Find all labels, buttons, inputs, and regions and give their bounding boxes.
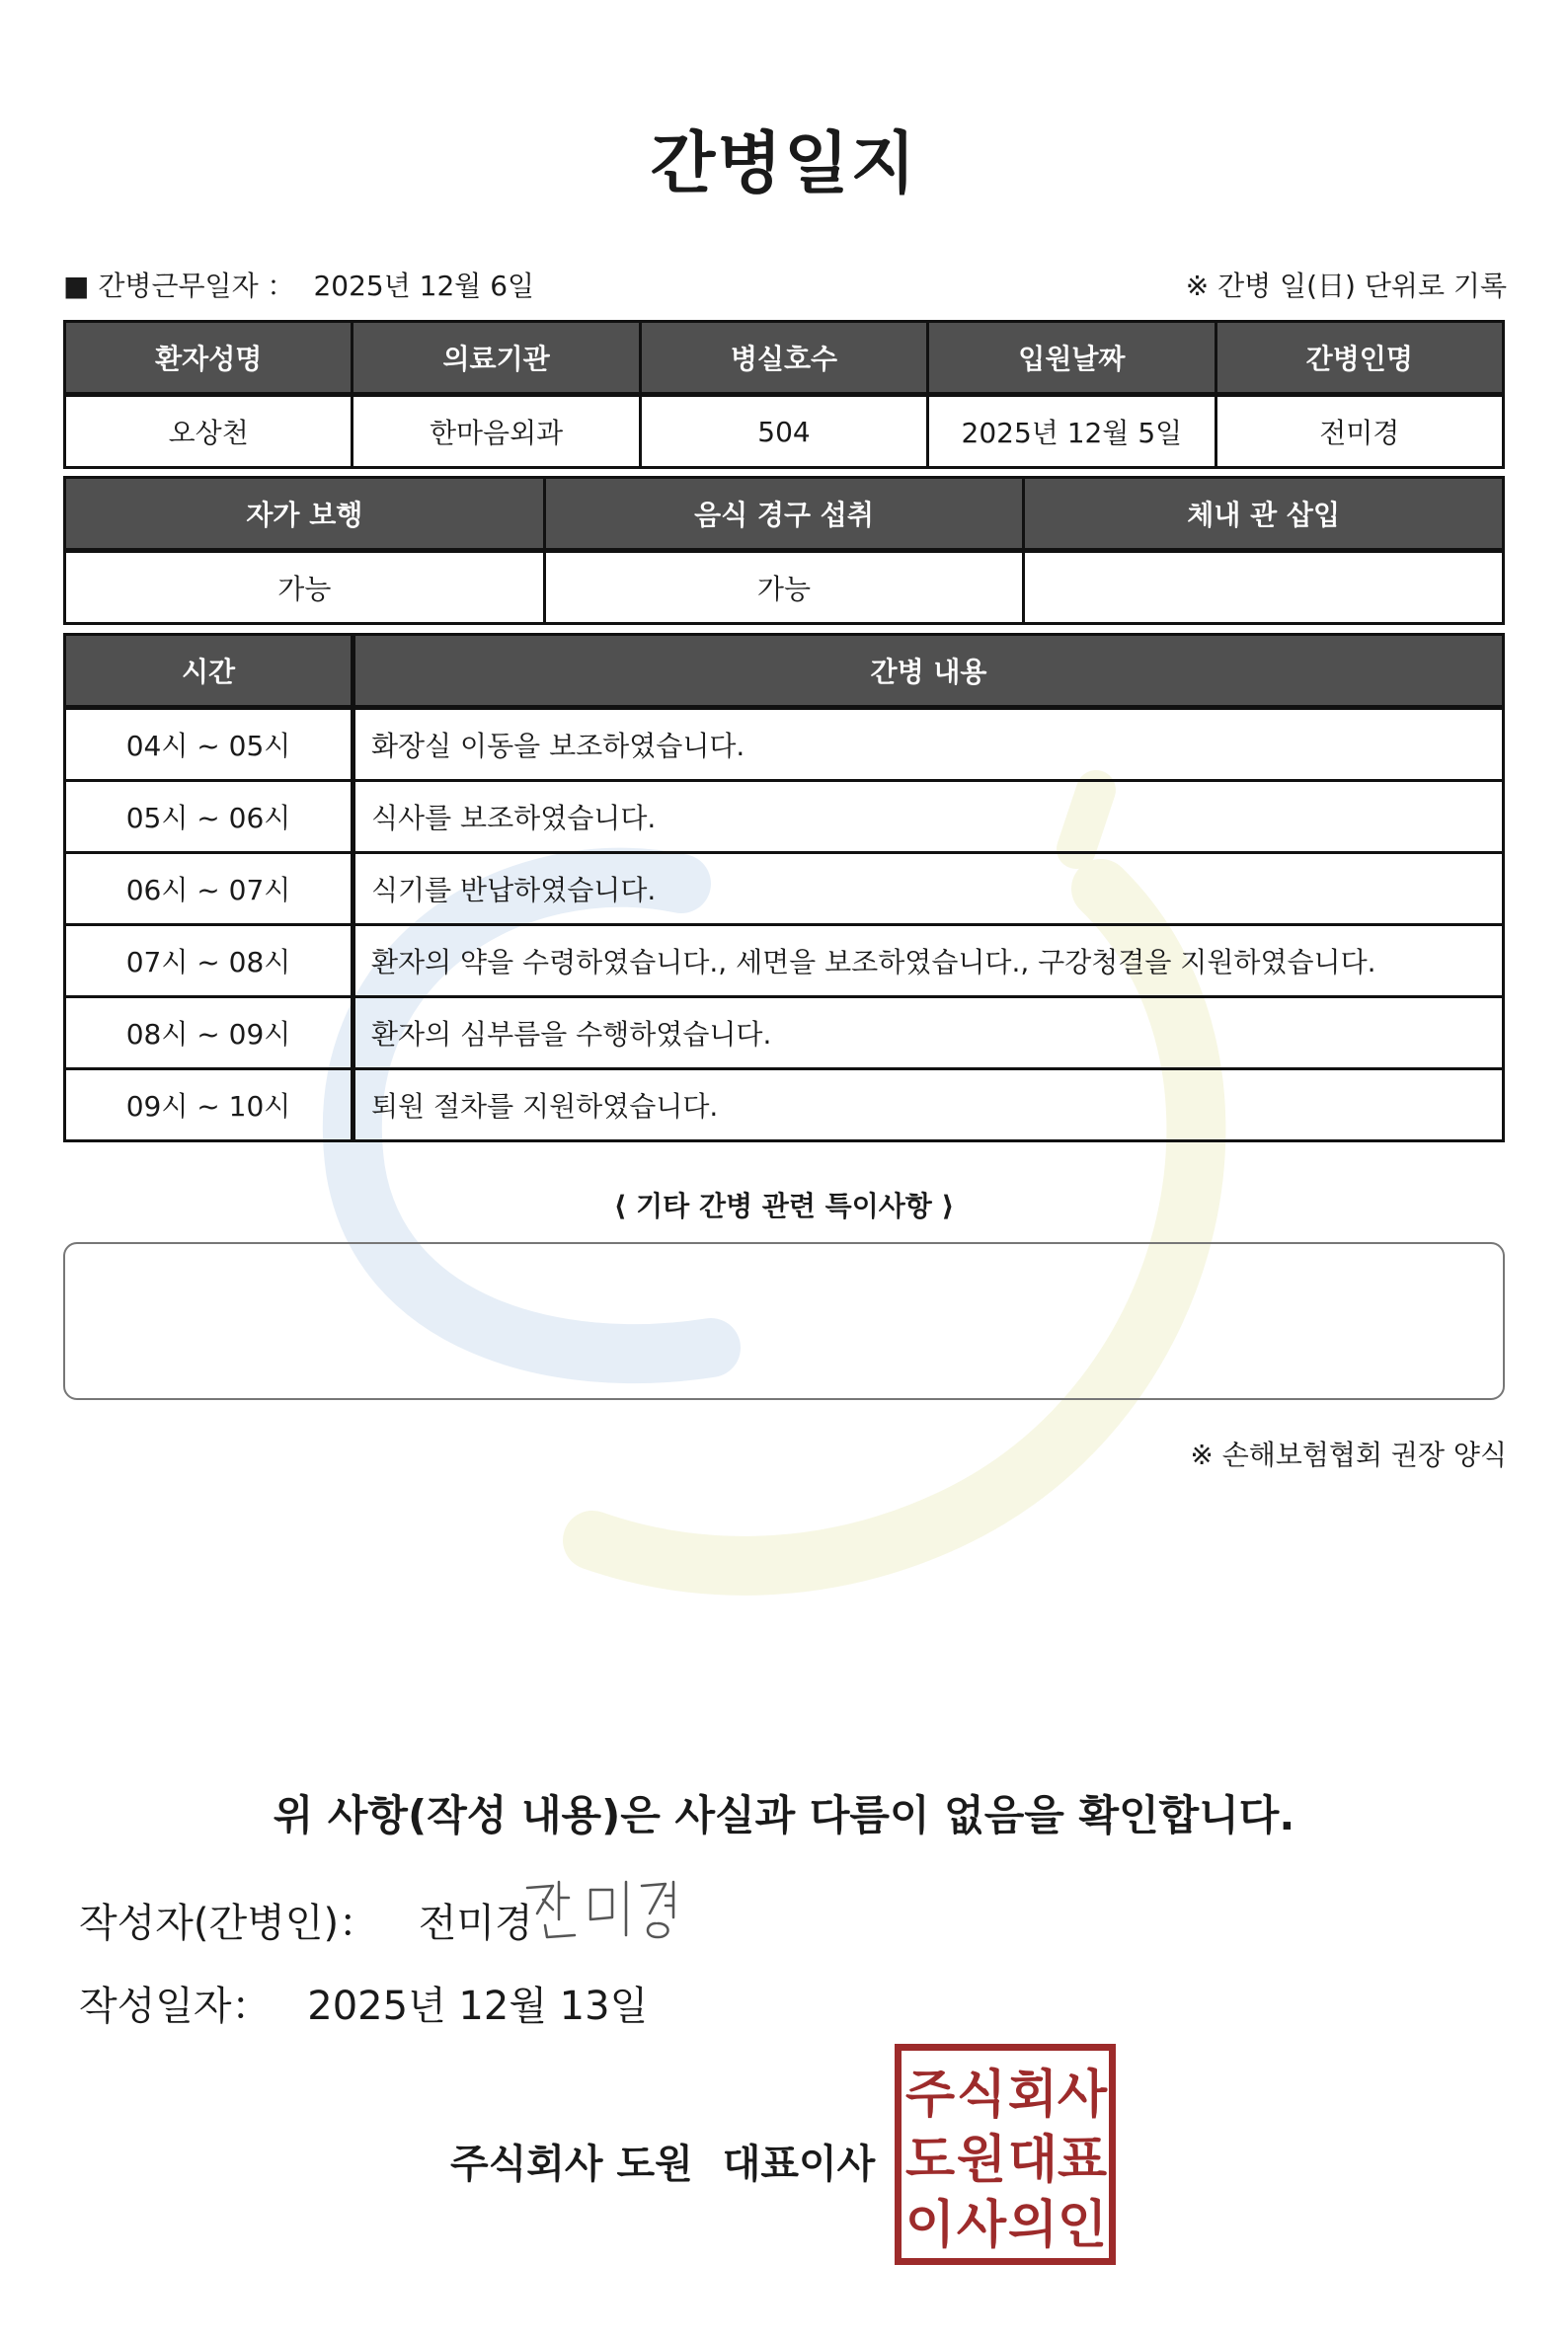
svg-text:사: 사 — [1057, 2066, 1108, 2125]
self-walking-value: 가능 — [65, 551, 545, 624]
header-self-walking: 자가 보행 — [65, 478, 545, 551]
room-number: 504 — [640, 395, 927, 468]
written-date-label: 작성일자： — [79, 1984, 272, 2029]
special-notes-title: ⟨ 기타 간병 관련 특이사항 ⟩ — [613, 1190, 955, 1222]
log-content: 화장실 이동을 보조하였습니다. — [353, 708, 1504, 781]
svg-text:의: 의 — [1007, 2196, 1058, 2255]
record-unit-note: ※ 간병 일(日) 단위로 기록 — [1185, 270, 1507, 302]
log-time: 05시 ~ 06시 — [65, 781, 353, 853]
caregiver-name: 전미경 — [1215, 395, 1503, 468]
log-time: 07시 ~ 08시 — [65, 925, 353, 997]
oral-intake-value: 가능 — [544, 551, 1024, 624]
log-content: 퇴원 절차를 지원하였습니다. — [353, 1069, 1504, 1141]
svg-text:도: 도 — [904, 2131, 956, 2190]
confirmation-statement: 위 사항(작성 내용)은 사실과 다름이 없음을 확인합니다. — [273, 1791, 1295, 1839]
written-date-value: 2025년 12월 13일 — [307, 1984, 649, 2029]
recommended-form-note: ※ 손해보험협회 권장 양식 — [1190, 1439, 1507, 1471]
table-row — [65, 1069, 1504, 1141]
patient-name: 오상천 — [65, 395, 353, 468]
header-time: 시간 — [65, 635, 353, 708]
log-content: 환자의 심부름을 수행하였습니다. — [353, 997, 1504, 1069]
log-time: 09시 ~ 10시 — [65, 1069, 353, 1141]
header-oral-intake: 음식 경구 섭취 — [544, 478, 1024, 551]
table-row — [65, 925, 1504, 997]
header-patient-name: 환자성명 — [65, 322, 353, 395]
written-date-line — [79, 1975, 648, 2031]
care-log-table — [63, 633, 1505, 1142]
company-name: 주식회사 도원 — [450, 2142, 693, 2187]
svg-text:표: 표 — [1057, 2131, 1108, 2190]
table-row — [65, 708, 1504, 781]
work-date-label: ■ 간병근무일자 ： — [63, 270, 295, 302]
header-caregiver: 간병인명 — [1215, 322, 1503, 395]
writer-label: 작성자(간병인)： — [79, 1901, 379, 1946]
svg-text:회: 회 — [1007, 2066, 1058, 2125]
log-time: 04시 ~ 05시 — [65, 708, 353, 781]
company-signature-line — [450, 2133, 875, 2189]
svg-text:사: 사 — [956, 2196, 1007, 2255]
log-content: 환자의 약을 수령하였습니다., 세면을 보조하였습니다., 구강청결을 지원하였습니다. — [353, 925, 1504, 997]
work-date — [63, 265, 534, 304]
page-title: 간병일지 — [650, 125, 918, 203]
log-content: 식기를 반납하였습니다. — [353, 853, 1504, 925]
log-content: 식사를 보조하였습니다. — [353, 781, 1504, 853]
special-notes-box — [63, 1242, 1505, 1400]
svg-text:대: 대 — [1007, 2131, 1058, 2190]
log-time: 08시 ~ 09시 — [65, 997, 353, 1069]
writer-line — [79, 1892, 533, 1948]
table-row — [65, 853, 1504, 925]
header-tube-insertion: 체내 관 삽입 — [1024, 478, 1504, 551]
tube-insertion-value — [1024, 551, 1504, 624]
svg-text:인: 인 — [1057, 2196, 1108, 2255]
work-date-value: 2025년 12월 6일 — [313, 270, 535, 302]
header-hospital: 의료기관 — [353, 322, 640, 395]
company-seal — [895, 2044, 1116, 2265]
patient-status-table — [63, 476, 1505, 625]
svg-text:식: 식 — [956, 2066, 1007, 2125]
handwritten-signature — [519, 1874, 707, 1943]
table-row — [65, 997, 1504, 1069]
log-time: 06시 ~ 07시 — [65, 853, 353, 925]
table-row — [65, 781, 1504, 853]
company-title: 대표이사 — [722, 2142, 876, 2187]
writer-name: 전미경 — [418, 1901, 533, 1946]
hospital-name: 한마음외과 — [353, 395, 640, 468]
header-care-content: 간병 내용 — [353, 635, 1504, 708]
svg-text:원: 원 — [956, 2131, 1007, 2190]
patient-info-table — [63, 320, 1505, 469]
svg-text:이: 이 — [904, 2196, 956, 2255]
svg-text:주: 주 — [904, 2066, 956, 2125]
header-room: 병실호수 — [640, 322, 927, 395]
header-admission-date: 입원날짜 — [928, 322, 1215, 395]
admission-date: 2025년 12월 5일 — [928, 395, 1215, 468]
